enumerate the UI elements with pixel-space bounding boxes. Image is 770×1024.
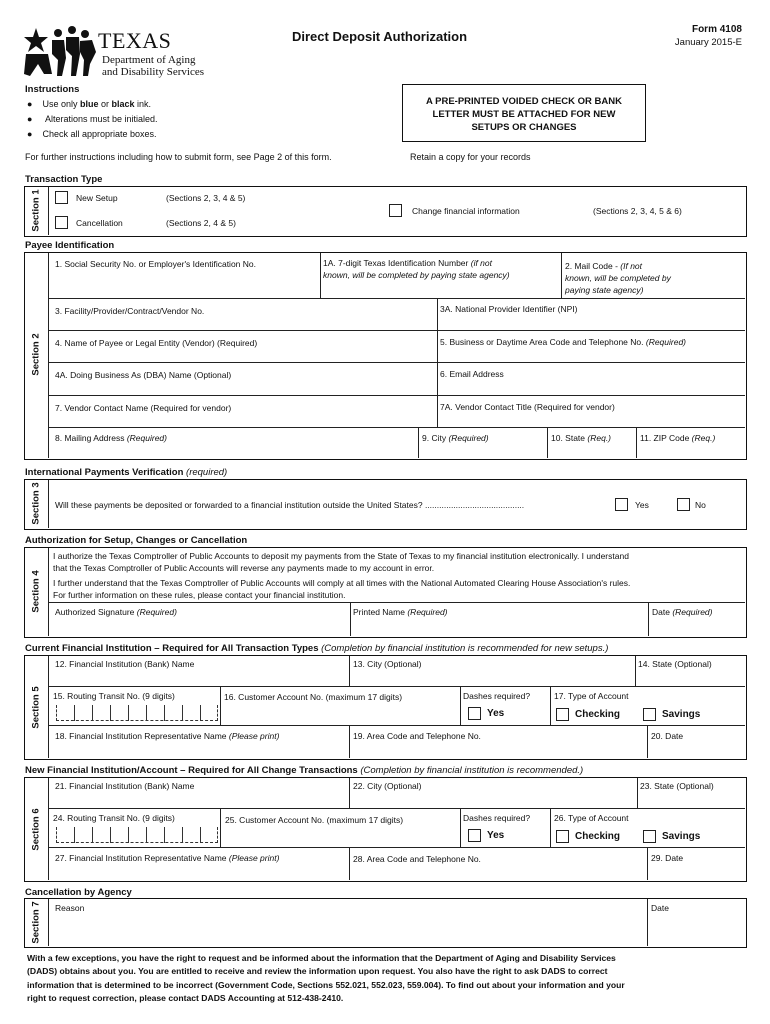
field-17-type-label: 17. Type of Account [554, 691, 629, 701]
privacy-notice [27, 952, 625, 1006]
s1-heading: Transaction Type [25, 174, 103, 185]
dads-logo [22, 24, 102, 80]
auth-line-4: For further information on these rules, please contact your financial institution. [53, 590, 346, 600]
dashes-yes-checkbox-2[interactable] [468, 829, 481, 842]
auth-line-3: I further understand that the Texas Comptroller of Public Accounts will comply at all times with the National Automated Clearing House Association's rules. [53, 578, 631, 588]
s4-side-label: Section 4 [30, 570, 42, 613]
savings-checkbox[interactable] [643, 708, 656, 721]
voided-check-notice [402, 84, 646, 142]
field-7a-contact-title[interactable]: 7A. Vendor Contact Title (Required for vendor) [440, 402, 615, 412]
savings-checkbox-2[interactable] [643, 830, 656, 843]
field-20-date[interactable]: 20. Date [651, 731, 684, 741]
instruction-bullet-1: ● Use only blue or black ink. [27, 99, 152, 109]
change-info-sections: (Sections 2, 3, 4, 5 & 6) [593, 206, 682, 216]
s2-side-label: Section 2 [30, 333, 42, 376]
s5-side-label: Section 5 [30, 686, 42, 729]
field-3a-npi[interactable]: 3A. National Provider Identifier (NPI) [440, 304, 578, 314]
field-11-zip[interactable]: 11. ZIP Code (Req.) [640, 433, 716, 443]
field-3-vendor-no[interactable]: 3. Facility/Provider/Contract/Vendor No. [55, 306, 205, 316]
field-27-rep-name[interactable]: 27. Financial Institution Representative Name (Please print) [55, 853, 280, 863]
retain-copy-note: Retain a copy for your records [410, 152, 531, 162]
s3-side-label: Section 3 [30, 482, 42, 525]
checking-label-2: Checking [575, 831, 621, 842]
instruction-bullet-3: ● Check all appropriate boxes. [27, 129, 157, 139]
field-28-phone[interactable]: 28. Area Code and Telephone No. [353, 854, 481, 864]
s3-heading: International Payments Verification (required) [25, 467, 228, 478]
field-4-payee-name[interactable]: 4. Name of Payee or Legal Entity (Vendor) (Required) [55, 338, 258, 348]
dashes-yes-label: Yes [487, 708, 505, 719]
logo-figures-icon [22, 24, 102, 80]
checking-checkbox[interactable] [556, 708, 569, 721]
section-3 [24, 479, 747, 530]
dashes-yes-checkbox[interactable] [468, 707, 481, 720]
notice-line-2: LETTER MUST BE ATTACHED FOR NEW [432, 109, 616, 120]
s7-heading: Cancellation by Agency [25, 887, 132, 898]
further-instructions: For further instructions including how to submit form, see Page 2 of this form. [25, 152, 332, 162]
cancellation-reason-field[interactable]: Reason [55, 903, 85, 913]
field-16-account[interactable]: 16. Customer Account No. (maximum 17 digits) [224, 692, 403, 702]
change-info-label: Change financial information [412, 206, 520, 216]
field-26-type-label: 26. Type of Account [554, 813, 629, 823]
printed-name-field[interactable]: Printed Name (Required) [353, 607, 448, 617]
notice-line-3: SETUPS OR CHANGES [471, 122, 577, 133]
field-5-phone[interactable]: 5. Business or Daytime Area Code and Telephone No. (Required) [440, 337, 687, 347]
s5-heading: Current Financial Institution – Required for All Transaction Types (Completion by financial institution is recommended for new setups.) [25, 643, 609, 654]
auth-line-2: that the Texas Comptroller of Public Accounts will reverse any payments made to my account in error. [53, 563, 435, 573]
s2-heading: Payee Identification [25, 240, 115, 251]
form-title: Direct Deposit Authorization [292, 29, 468, 44]
auth-line-1: I authorize the Texas Comptroller of Public Accounts to deposit my payments from the State of Texas to my financial institution electronically. I understand [53, 551, 629, 561]
field-6-email[interactable]: 6. Email Address [440, 369, 504, 379]
field-4a-dba[interactable]: 4A. Doing Business As (DBA) Name (Optional) [55, 370, 232, 380]
field-25-account[interactable]: 25. Customer Account No. (maximum 17 digits) [225, 815, 404, 825]
intl-no-checkbox[interactable] [677, 498, 690, 511]
field-19-phone[interactable]: 19. Area Code and Telephone No. [353, 731, 481, 741]
field-24-routing-boxes[interactable] [56, 827, 218, 843]
new-setup-sections: (Sections 2, 3, 4 & 5) [166, 193, 246, 203]
section-6 [24, 777, 747, 882]
agency-name: TEXAS [98, 28, 172, 53]
new-setup-checkbox[interactable] [55, 191, 68, 204]
s1-side-label: Section 1 [30, 189, 42, 232]
cancellation-label: Cancellation [76, 218, 123, 228]
section-4 [24, 547, 747, 638]
cancellation-date-field[interactable]: Date [651, 903, 669, 913]
instruction-bullet-2: ● Alterations must be initialed. [27, 114, 158, 124]
field-1-ssn[interactable]: 1. Social Security No. or Employer's Identification No. [55, 259, 256, 269]
section-2 [24, 252, 747, 460]
field-22-city[interactable]: 22. City (Optional) [353, 781, 422, 791]
field-24-routing-label: 24. Routing Transit No. (9 digits) [53, 813, 175, 823]
field-14-state[interactable]: 14. State (Optional) [638, 659, 712, 669]
field-12-bank-name[interactable]: 12. Financial Institution (Bank) Name [55, 659, 195, 669]
dashes-yes-label-2: Yes [487, 830, 505, 841]
field-15-routing-boxes[interactable] [56, 705, 218, 721]
field-21-bank-name[interactable]: 21. Financial Institution (Bank) Name [55, 781, 195, 791]
intl-no-label: No [695, 500, 706, 510]
agency-line3: and Disability Services [102, 66, 205, 78]
new-setup-label: New Setup [76, 193, 118, 203]
field-15-routing-label: 15. Routing Transit No. (9 digits) [53, 691, 175, 701]
field-29-date[interactable]: 29. Date [651, 853, 684, 863]
checking-label: Checking [575, 709, 621, 720]
s6-heading: New Financial Institution/Account – Required for All Change Transactions (Completion by financial institution is recommended.) [25, 765, 584, 776]
s6-side-label: Section 6 [30, 808, 42, 851]
change-info-checkbox[interactable] [389, 204, 402, 217]
field-8-mailing-address[interactable]: 8. Mailing Address (Required) [55, 433, 167, 443]
s7-side-label: Section 7 [30, 901, 42, 944]
s4-heading: Authorization for Setup, Changes or Cancellation [25, 535, 248, 546]
privacy-line-3: information that is determined to be incorrect (Government Code, Sections 552.021, 552.023, 559.004). To find out about your information and your [27, 979, 625, 990]
instructions-heading: Instructions [25, 84, 80, 95]
agency-line2: Department of Aging [102, 54, 196, 66]
field-10-state[interactable]: 10. State (Req.) [551, 433, 612, 443]
field-9-city[interactable]: 9. City (Required) [422, 433, 489, 443]
form-date: January 2015-E [674, 37, 742, 48]
privacy-line-1: With a few exceptions, you have the right to request and be informed about the information that the Department of Aging and Disability Services [27, 953, 616, 963]
privacy-line-4: right to request correction, please contact DADS Accounting at 512-438-2410. [27, 993, 344, 1004]
intl-yes-label: Yes [635, 500, 649, 510]
field-1a-tin[interactable]: 1A. 7-digit Texas Identification Number (if not known, will be completed by paying state agency) [323, 258, 510, 280]
privacy-line-2: (DADS) obtains about you. You are entitled to receive and review the information upon request. You also have the right to ask DADS to correct [27, 966, 608, 977]
dashes-required-label-2: Dashes required? [463, 813, 531, 823]
form-number: Form 4108 [691, 24, 742, 35]
cancellation-checkbox[interactable] [55, 216, 68, 229]
field-7-contact-name[interactable]: 7. Vendor Contact Name (Required for vendor) [55, 403, 232, 413]
field-23-state[interactable]: 23. State (Optional) [640, 781, 714, 791]
cancellation-sections: (Sections 2, 4 & 5) [166, 218, 236, 228]
authorized-signature-field[interactable]: Authorized Signature (Required) [55, 607, 177, 617]
intl-question: Will these payments be deposited or forwarded to a financial institution outside the United States? .......................................... [55, 500, 525, 510]
checking-checkbox-2[interactable] [556, 830, 569, 843]
field-18-rep-name[interactable]: 18. Financial Institution Representative Name (Please print) [55, 731, 280, 741]
section-1 [24, 186, 747, 237]
auth-date-field[interactable]: Date (Required) [652, 607, 713, 617]
notice-line-1: A PRE-PRINTED VOIDED CHECK OR BANK [426, 96, 622, 107]
field-2-mail-code[interactable]: 2. Mail Code - (If not known, will be completed by paying state agency) [565, 261, 671, 295]
section-5 [24, 655, 747, 760]
dashes-required-label: Dashes required? [463, 691, 531, 701]
section-7 [24, 898, 747, 948]
savings-label-2: Savings [662, 831, 701, 842]
field-13-city[interactable]: 13. City (Optional) [353, 659, 422, 669]
savings-label: Savings [662, 709, 701, 720]
intl-yes-checkbox[interactable] [615, 498, 628, 511]
